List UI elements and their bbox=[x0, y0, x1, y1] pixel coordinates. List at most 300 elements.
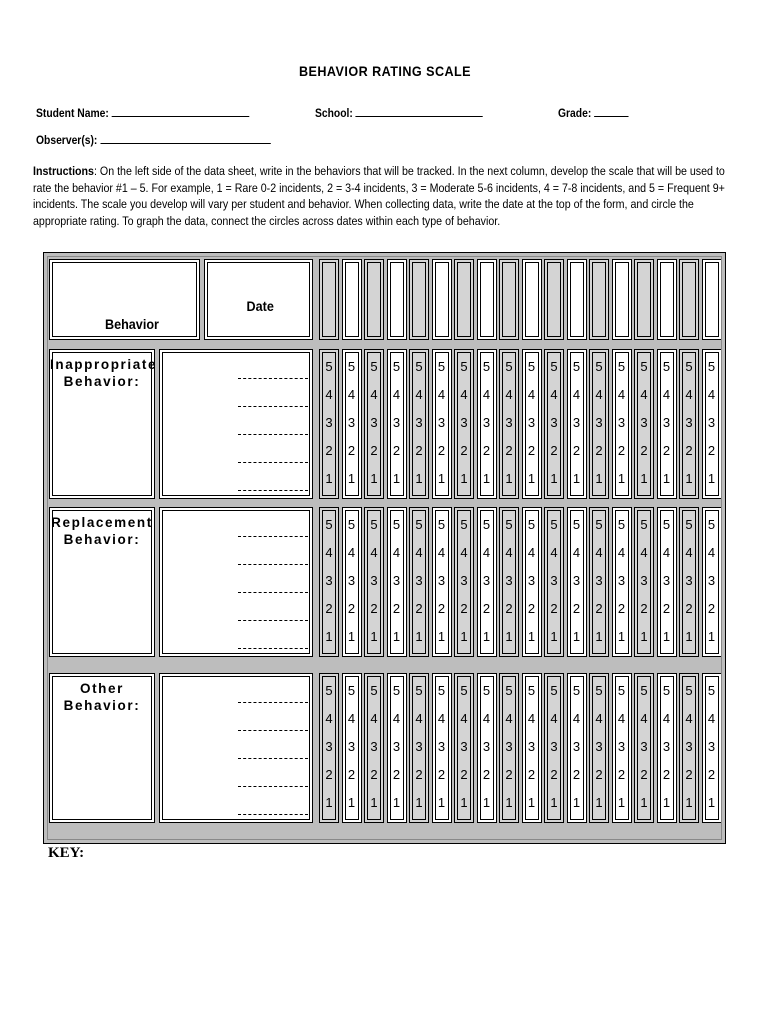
rating-value[interactable]: 1 bbox=[482, 629, 491, 644]
rating-value[interactable]: 1 bbox=[437, 471, 446, 486]
rating-value[interactable]: 2 bbox=[325, 767, 333, 782]
rating-value[interactable]: 1 bbox=[617, 795, 626, 810]
rating-value[interactable]: 5 bbox=[527, 683, 536, 698]
rating-value[interactable]: 3 bbox=[707, 573, 716, 588]
scale-blank[interactable] bbox=[238, 378, 308, 379]
scale-blank[interactable] bbox=[238, 536, 308, 537]
rating-value[interactable]: 4 bbox=[617, 387, 626, 402]
rating-value[interactable]: 2 bbox=[460, 767, 468, 782]
rating-value[interactable]: 4 bbox=[370, 545, 378, 560]
rating-value[interactable]: 5 bbox=[460, 517, 468, 532]
rating-value[interactable]: 3 bbox=[482, 739, 491, 754]
rating-value[interactable]: 4 bbox=[482, 545, 491, 560]
rating-value[interactable]: 5 bbox=[437, 517, 446, 532]
rating-value[interactable]: 5 bbox=[640, 517, 648, 532]
rating-value[interactable]: 2 bbox=[595, 601, 603, 616]
rating-value[interactable]: 2 bbox=[415, 443, 423, 458]
scale-cell[interactable] bbox=[159, 673, 313, 823]
rating-value[interactable]: 3 bbox=[392, 415, 401, 430]
rating-value[interactable]: 5 bbox=[325, 517, 333, 532]
rating-column[interactable] bbox=[409, 673, 429, 823]
rating-value[interactable]: 4 bbox=[325, 545, 333, 560]
rating-value[interactable]: 3 bbox=[527, 739, 536, 754]
rating-column[interactable] bbox=[387, 673, 407, 823]
rating-value[interactable]: 4 bbox=[640, 387, 648, 402]
rating-column[interactable] bbox=[567, 349, 587, 499]
rating-value[interactable]: 3 bbox=[437, 739, 446, 754]
rating-value[interactable]: 4 bbox=[707, 711, 716, 726]
rating-value[interactable]: 2 bbox=[572, 767, 581, 782]
rating-value[interactable]: 3 bbox=[370, 739, 378, 754]
rating-value[interactable]: 3 bbox=[325, 415, 333, 430]
rating-value[interactable]: 5 bbox=[685, 359, 693, 374]
rating-value[interactable]: 1 bbox=[527, 629, 536, 644]
rating-value[interactable]: 4 bbox=[505, 387, 513, 402]
rating-value[interactable]: 4 bbox=[347, 711, 356, 726]
rating-value[interactable]: 3 bbox=[370, 415, 378, 430]
rating-value[interactable]: 4 bbox=[370, 711, 378, 726]
rating-value[interactable]: 2 bbox=[370, 767, 378, 782]
rating-value[interactable]: 4 bbox=[482, 387, 491, 402]
rating-value[interactable]: 1 bbox=[640, 471, 648, 486]
rating-value[interactable]: 5 bbox=[595, 359, 603, 374]
rating-value[interactable]: 4 bbox=[392, 387, 401, 402]
rating-value[interactable]: 2 bbox=[595, 767, 603, 782]
rating-value[interactable]: 4 bbox=[550, 387, 558, 402]
rating-value[interactable]: 1 bbox=[370, 471, 378, 486]
rating-value[interactable]: 4 bbox=[685, 711, 693, 726]
date-column-header[interactable] bbox=[567, 259, 587, 340]
rating-value[interactable]: 3 bbox=[347, 415, 356, 430]
date-column-header[interactable] bbox=[387, 259, 407, 340]
rating-value[interactable]: 4 bbox=[392, 711, 401, 726]
rating-column[interactable] bbox=[319, 349, 339, 499]
scale-blank[interactable] bbox=[238, 564, 308, 565]
rating-value[interactable]: 1 bbox=[640, 795, 648, 810]
rating-value[interactable]: 1 bbox=[437, 795, 446, 810]
rating-column[interactable] bbox=[679, 673, 699, 823]
rating-value[interactable]: 3 bbox=[685, 739, 693, 754]
rating-value[interactable]: 1 bbox=[505, 629, 513, 644]
rating-value[interactable]: 5 bbox=[415, 359, 423, 374]
rating-value[interactable]: 3 bbox=[707, 739, 716, 754]
rating-value[interactable]: 3 bbox=[595, 739, 603, 754]
scale-blank[interactable] bbox=[238, 490, 308, 491]
rating-value[interactable]: 2 bbox=[550, 767, 558, 782]
scale-blank[interactable] bbox=[238, 592, 308, 593]
rating-column[interactable] bbox=[364, 507, 384, 657]
rating-value[interactable]: 1 bbox=[370, 795, 378, 810]
rating-value[interactable]: 4 bbox=[415, 711, 423, 726]
rating-column[interactable] bbox=[612, 349, 632, 499]
rating-value[interactable]: 2 bbox=[482, 601, 491, 616]
rating-column[interactable] bbox=[364, 349, 384, 499]
rating-value[interactable]: 3 bbox=[707, 415, 716, 430]
date-column-header[interactable] bbox=[499, 259, 519, 340]
rating-value[interactable]: 5 bbox=[505, 517, 513, 532]
rating-value[interactable]: 2 bbox=[505, 601, 513, 616]
rating-column[interactable] bbox=[679, 349, 699, 499]
rating-column[interactable] bbox=[432, 507, 452, 657]
rating-column[interactable] bbox=[657, 507, 677, 657]
rating-value[interactable]: 5 bbox=[460, 359, 468, 374]
rating-value[interactable]: 3 bbox=[415, 415, 423, 430]
rating-column[interactable] bbox=[589, 507, 609, 657]
rating-value[interactable]: 2 bbox=[662, 601, 671, 616]
rating-value[interactable]: 1 bbox=[707, 629, 716, 644]
date-column-header[interactable] bbox=[657, 259, 677, 340]
rating-value[interactable]: 5 bbox=[505, 359, 513, 374]
rating-value[interactable]: 4 bbox=[662, 545, 671, 560]
rating-column[interactable] bbox=[657, 349, 677, 499]
rating-column[interactable] bbox=[409, 349, 429, 499]
rating-column[interactable] bbox=[342, 507, 362, 657]
rating-value[interactable]: 3 bbox=[392, 573, 401, 588]
rating-value[interactable]: 3 bbox=[460, 415, 468, 430]
date-column-header[interactable] bbox=[544, 259, 564, 340]
rating-value[interactable]: 4 bbox=[527, 711, 536, 726]
rating-value[interactable]: 2 bbox=[595, 443, 603, 458]
date-column-header[interactable] bbox=[477, 259, 497, 340]
scale-blank[interactable] bbox=[238, 702, 308, 703]
rating-column[interactable] bbox=[544, 507, 564, 657]
scale-blank[interactable] bbox=[238, 620, 308, 621]
rating-value[interactable]: 4 bbox=[437, 711, 446, 726]
scale-blank[interactable] bbox=[238, 758, 308, 759]
rating-value[interactable]: 1 bbox=[392, 471, 401, 486]
rating-value[interactable]: 1 bbox=[460, 629, 468, 644]
rating-value[interactable]: 5 bbox=[482, 359, 491, 374]
rating-value[interactable]: 2 bbox=[392, 601, 401, 616]
date-column-header[interactable] bbox=[634, 259, 654, 340]
rating-value[interactable]: 3 bbox=[325, 739, 333, 754]
rating-value[interactable]: 5 bbox=[392, 683, 401, 698]
rating-value[interactable]: 3 bbox=[347, 573, 356, 588]
rating-value[interactable]: 2 bbox=[347, 767, 356, 782]
rating-value[interactable]: 4 bbox=[347, 387, 356, 402]
rating-value[interactable]: 4 bbox=[392, 545, 401, 560]
rating-value[interactable]: 1 bbox=[640, 629, 648, 644]
rating-value[interactable]: 2 bbox=[685, 767, 693, 782]
rating-value[interactable]: 4 bbox=[482, 711, 491, 726]
rating-value[interactable]: 2 bbox=[707, 601, 716, 616]
rating-value[interactable]: 3 bbox=[640, 739, 648, 754]
rating-value[interactable]: 4 bbox=[595, 545, 603, 560]
rating-value[interactable]: 4 bbox=[347, 545, 356, 560]
rating-value[interactable]: 2 bbox=[527, 443, 536, 458]
rating-value[interactable]: 1 bbox=[662, 629, 671, 644]
rating-value[interactable]: 1 bbox=[550, 795, 558, 810]
rating-column[interactable] bbox=[634, 507, 654, 657]
rating-column[interactable] bbox=[567, 673, 587, 823]
rating-column[interactable] bbox=[499, 507, 519, 657]
rating-value[interactable]: 3 bbox=[437, 573, 446, 588]
rating-column[interactable] bbox=[454, 349, 474, 499]
rating-column[interactable] bbox=[454, 673, 474, 823]
rating-value[interactable]: 1 bbox=[527, 795, 536, 810]
rating-value[interactable]: 3 bbox=[662, 573, 671, 588]
rating-column[interactable] bbox=[702, 673, 722, 823]
date-column-header[interactable] bbox=[702, 259, 722, 340]
rating-value[interactable]: 5 bbox=[347, 683, 356, 698]
rating-value[interactable]: 3 bbox=[685, 573, 693, 588]
rating-column[interactable] bbox=[589, 349, 609, 499]
rating-value[interactable]: 4 bbox=[572, 711, 581, 726]
rating-value[interactable]: 3 bbox=[482, 415, 491, 430]
rating-value[interactable]: 3 bbox=[370, 573, 378, 588]
rating-value[interactable]: 5 bbox=[617, 517, 626, 532]
rating-value[interactable]: 2 bbox=[325, 601, 333, 616]
rating-value[interactable]: 3 bbox=[527, 573, 536, 588]
rating-value[interactable]: 5 bbox=[707, 359, 716, 374]
rating-value[interactable]: 4 bbox=[325, 711, 333, 726]
rating-column[interactable] bbox=[702, 349, 722, 499]
grade-field[interactable] bbox=[558, 105, 629, 120]
rating-value[interactable]: 3 bbox=[550, 739, 558, 754]
rating-value[interactable]: 1 bbox=[415, 471, 423, 486]
rating-value[interactable]: 2 bbox=[617, 601, 626, 616]
rating-value[interactable]: 4 bbox=[325, 387, 333, 402]
rating-column[interactable] bbox=[522, 673, 542, 823]
rating-value[interactable]: 4 bbox=[640, 545, 648, 560]
rating-value[interactable]: 4 bbox=[572, 545, 581, 560]
rating-value[interactable]: 5 bbox=[617, 683, 626, 698]
rating-value[interactable]: 4 bbox=[550, 545, 558, 560]
rating-value[interactable]: 4 bbox=[460, 711, 468, 726]
rating-value[interactable]: 1 bbox=[505, 471, 513, 486]
date-column-header[interactable] bbox=[432, 259, 452, 340]
rating-value[interactable]: 5 bbox=[572, 359, 581, 374]
rating-value[interactable]: 5 bbox=[572, 683, 581, 698]
rating-value[interactable]: 5 bbox=[640, 359, 648, 374]
rating-value[interactable]: 5 bbox=[617, 359, 626, 374]
rating-value[interactable]: 4 bbox=[415, 545, 423, 560]
behavior-name-cell[interactable] bbox=[49, 673, 155, 823]
rating-column[interactable] bbox=[544, 349, 564, 499]
rating-value[interactable]: 1 bbox=[460, 471, 468, 486]
rating-value[interactable]: 2 bbox=[707, 443, 716, 458]
rating-value[interactable]: 2 bbox=[437, 443, 446, 458]
rating-column[interactable] bbox=[612, 507, 632, 657]
rating-value[interactable]: 3 bbox=[527, 415, 536, 430]
observers-line[interactable] bbox=[100, 132, 270, 144]
rating-value[interactable]: 2 bbox=[370, 443, 378, 458]
rating-column[interactable] bbox=[522, 349, 542, 499]
rating-value[interactable]: 5 bbox=[640, 683, 648, 698]
rating-value[interactable]: 3 bbox=[640, 573, 648, 588]
rating-column[interactable] bbox=[454, 507, 474, 657]
rating-value[interactable]: 5 bbox=[685, 683, 693, 698]
rating-value[interactable]: 2 bbox=[505, 443, 513, 458]
rating-value[interactable]: 1 bbox=[527, 471, 536, 486]
school-field[interactable] bbox=[315, 105, 483, 120]
rating-value[interactable]: 2 bbox=[437, 767, 446, 782]
rating-value[interactable]: 2 bbox=[415, 601, 423, 616]
rating-value[interactable]: 1 bbox=[707, 795, 716, 810]
rating-value[interactable]: 2 bbox=[392, 767, 401, 782]
rating-value[interactable]: 4 bbox=[707, 545, 716, 560]
rating-value[interactable]: 2 bbox=[370, 601, 378, 616]
rating-column[interactable] bbox=[342, 673, 362, 823]
rating-value[interactable]: 3 bbox=[505, 739, 513, 754]
rating-column[interactable] bbox=[522, 507, 542, 657]
rating-value[interactable]: 2 bbox=[640, 767, 648, 782]
rating-value[interactable]: 2 bbox=[640, 443, 648, 458]
rating-value[interactable]: 5 bbox=[437, 683, 446, 698]
rating-value[interactable]: 2 bbox=[460, 601, 468, 616]
rating-column[interactable] bbox=[342, 349, 362, 499]
rating-value[interactable]: 4 bbox=[437, 387, 446, 402]
rating-value[interactable]: 2 bbox=[572, 443, 581, 458]
rating-value[interactable]: 3 bbox=[617, 739, 626, 754]
rating-value[interactable]: 1 bbox=[550, 629, 558, 644]
rating-value[interactable]: 5 bbox=[662, 517, 671, 532]
rating-value[interactable]: 5 bbox=[415, 683, 423, 698]
rating-value[interactable]: 4 bbox=[640, 711, 648, 726]
rating-value[interactable]: 4 bbox=[617, 545, 626, 560]
rating-value[interactable]: 3 bbox=[482, 573, 491, 588]
date-column-header[interactable] bbox=[612, 259, 632, 340]
rating-column[interactable] bbox=[702, 507, 722, 657]
rating-value[interactable]: 1 bbox=[685, 629, 693, 644]
rating-value[interactable]: 2 bbox=[392, 443, 401, 458]
rating-value[interactable]: 4 bbox=[505, 545, 513, 560]
rating-column[interactable] bbox=[634, 349, 654, 499]
rating-column[interactable] bbox=[477, 673, 497, 823]
rating-value[interactable]: 4 bbox=[685, 545, 693, 560]
rating-value[interactable]: 4 bbox=[662, 711, 671, 726]
rating-value[interactable]: 3 bbox=[572, 415, 581, 430]
rating-value[interactable]: 2 bbox=[325, 443, 333, 458]
rating-value[interactable]: 5 bbox=[347, 517, 356, 532]
scale-blank[interactable] bbox=[238, 814, 308, 815]
rating-column[interactable] bbox=[387, 507, 407, 657]
rating-value[interactable]: 5 bbox=[707, 517, 716, 532]
rating-value[interactable]: 4 bbox=[370, 387, 378, 402]
rating-column[interactable] bbox=[477, 349, 497, 499]
rating-value[interactable]: 1 bbox=[370, 629, 378, 644]
rating-value[interactable]: 5 bbox=[370, 359, 378, 374]
rating-value[interactable]: 1 bbox=[572, 795, 581, 810]
behavior-name-cell[interactable] bbox=[49, 349, 158, 499]
rating-column[interactable] bbox=[544, 673, 564, 823]
date-column-header[interactable] bbox=[319, 259, 339, 340]
rating-column[interactable] bbox=[567, 507, 587, 657]
rating-value[interactable]: 5 bbox=[505, 683, 513, 698]
rating-value[interactable]: 3 bbox=[640, 415, 648, 430]
rating-value[interactable]: 1 bbox=[347, 795, 356, 810]
student-name-line[interactable] bbox=[112, 105, 250, 117]
rating-value[interactable]: 4 bbox=[460, 545, 468, 560]
rating-value[interactable]: 4 bbox=[415, 387, 423, 402]
rating-value[interactable]: 5 bbox=[370, 517, 378, 532]
rating-value[interactable]: 1 bbox=[415, 629, 423, 644]
rating-value[interactable]: 4 bbox=[617, 711, 626, 726]
rating-column[interactable] bbox=[432, 349, 452, 499]
rating-value[interactable]: 1 bbox=[617, 629, 626, 644]
scale-blank[interactable] bbox=[238, 434, 308, 435]
rating-value[interactable]: 5 bbox=[685, 517, 693, 532]
rating-value[interactable]: 1 bbox=[550, 471, 558, 486]
rating-value[interactable]: 2 bbox=[617, 767, 626, 782]
rating-value[interactable]: 5 bbox=[482, 683, 491, 698]
rating-column[interactable] bbox=[589, 673, 609, 823]
rating-value[interactable]: 4 bbox=[707, 387, 716, 402]
rating-value[interactable]: 4 bbox=[460, 387, 468, 402]
rating-value[interactable]: 1 bbox=[415, 795, 423, 810]
rating-value[interactable]: 3 bbox=[617, 573, 626, 588]
scale-blank[interactable] bbox=[238, 648, 308, 649]
rating-value[interactable]: 5 bbox=[392, 517, 401, 532]
rating-value[interactable]: 3 bbox=[325, 573, 333, 588]
rating-value[interactable]: 5 bbox=[595, 517, 603, 532]
rating-value[interactable]: 1 bbox=[685, 471, 693, 486]
rating-value[interactable]: 4 bbox=[550, 711, 558, 726]
date-column-header[interactable] bbox=[364, 259, 384, 340]
rating-value[interactable]: 3 bbox=[437, 415, 446, 430]
rating-value[interactable]: 4 bbox=[527, 387, 536, 402]
date-column-header[interactable] bbox=[589, 259, 609, 340]
rating-column[interactable] bbox=[319, 673, 339, 823]
rating-column[interactable] bbox=[657, 673, 677, 823]
rating-value[interactable]: 4 bbox=[505, 711, 513, 726]
rating-column[interactable] bbox=[679, 507, 699, 657]
rating-column[interactable] bbox=[477, 507, 497, 657]
rating-column[interactable] bbox=[319, 507, 339, 657]
rating-value[interactable]: 3 bbox=[505, 415, 513, 430]
rating-value[interactable]: 5 bbox=[662, 359, 671, 374]
rating-value[interactable]: 2 bbox=[662, 767, 671, 782]
scale-blank[interactable] bbox=[238, 406, 308, 407]
rating-value[interactable]: 2 bbox=[347, 601, 356, 616]
rating-value[interactable]: 5 bbox=[527, 359, 536, 374]
rating-value[interactable]: 3 bbox=[617, 415, 626, 430]
rating-value[interactable]: 3 bbox=[460, 573, 468, 588]
date-column-header[interactable] bbox=[454, 259, 474, 340]
observers-field[interactable] bbox=[36, 132, 271, 147]
rating-value[interactable]: 1 bbox=[482, 795, 491, 810]
rating-value[interactable]: 2 bbox=[505, 767, 513, 782]
rating-column[interactable] bbox=[409, 507, 429, 657]
rating-column[interactable] bbox=[612, 673, 632, 823]
rating-value[interactable]: 5 bbox=[325, 359, 333, 374]
rating-value[interactable]: 1 bbox=[437, 629, 446, 644]
rating-value[interactable]: 2 bbox=[482, 443, 491, 458]
rating-value[interactable]: 1 bbox=[392, 795, 401, 810]
rating-value[interactable]: 3 bbox=[550, 573, 558, 588]
rating-value[interactable]: 4 bbox=[572, 387, 581, 402]
rating-value[interactable]: 5 bbox=[595, 683, 603, 698]
rating-value[interactable]: 1 bbox=[595, 629, 603, 644]
rating-column[interactable] bbox=[499, 673, 519, 823]
rating-column[interactable] bbox=[387, 349, 407, 499]
rating-value[interactable]: 3 bbox=[550, 415, 558, 430]
rating-value[interactable]: 5 bbox=[347, 359, 356, 374]
rating-column[interactable] bbox=[364, 673, 384, 823]
date-column-header[interactable] bbox=[409, 259, 429, 340]
rating-value[interactable]: 1 bbox=[505, 795, 513, 810]
scale-blank[interactable] bbox=[238, 730, 308, 731]
rating-value[interactable]: 5 bbox=[460, 683, 468, 698]
rating-value[interactable]: 1 bbox=[595, 471, 603, 486]
rating-value[interactable]: 5 bbox=[707, 683, 716, 698]
student-name-field[interactable] bbox=[36, 105, 249, 120]
rating-column[interactable] bbox=[499, 349, 519, 499]
rating-value[interactable]: 1 bbox=[617, 471, 626, 486]
rating-value[interactable]: 3 bbox=[595, 415, 603, 430]
behavior-name-cell[interactable] bbox=[49, 507, 155, 657]
date-column-header[interactable] bbox=[342, 259, 362, 340]
